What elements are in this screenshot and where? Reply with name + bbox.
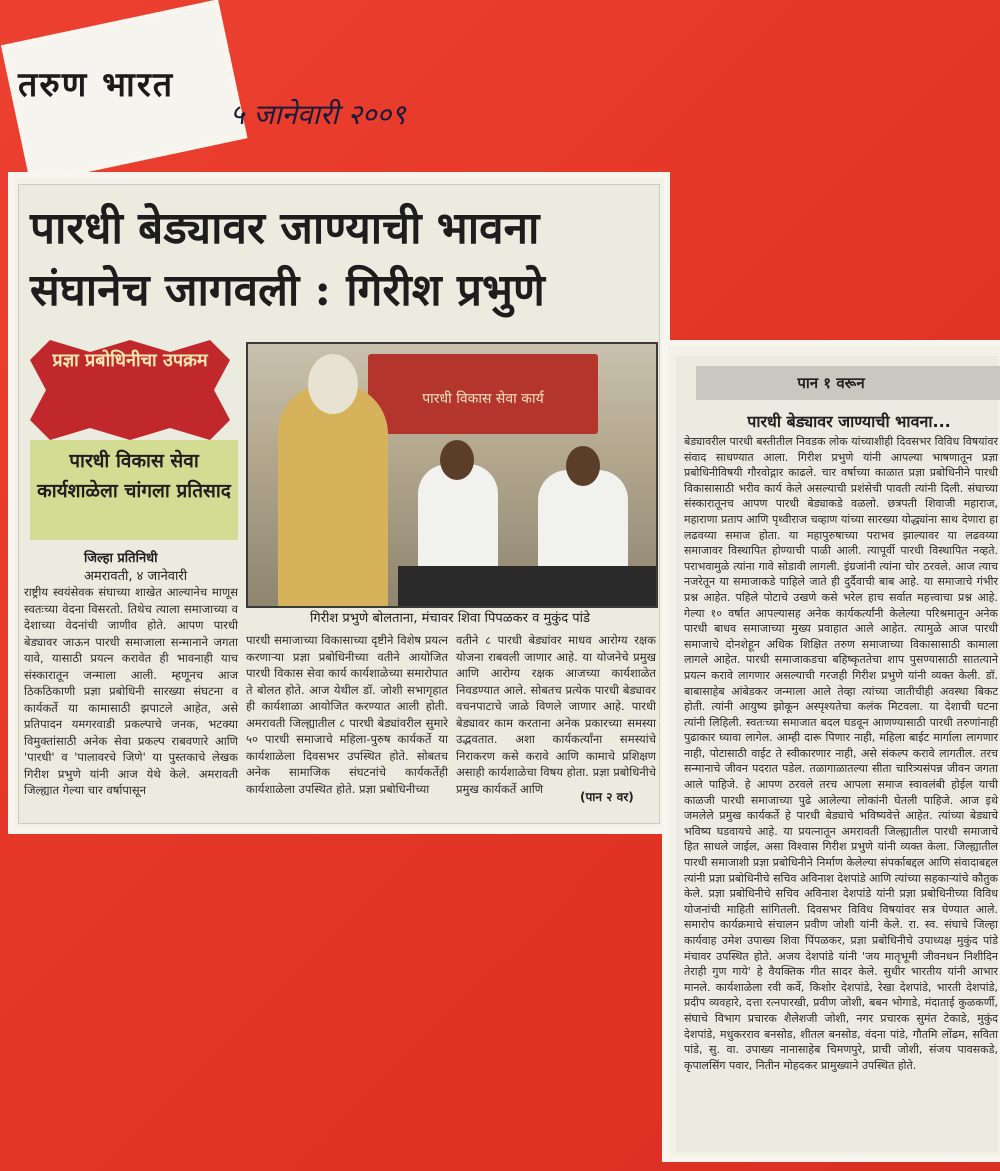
badge-text: प्रज्ञा प्रबोधिनीचा उपक्रम [52,350,208,371]
speaker-figure [278,384,388,606]
article-column-2: पारधी समाजाच्या विकासाच्या दृष्टीने विशेष प्रयत्न करणाऱ्या प्रज्ञा प्रबोधिनीच्या वतीने आयोजित पारधी विकास सेवा कार्य कार्यशाळेच्या समारोपात ते बोलत होते. आज येथील डॉ. जोशी सभागृहात ही कार्यशाळा आयोजित करण्यात आली होती. अमरावती जिल्ह्यातील ८ पारधी बेड्यांवरील सुमारे ५० पारधी समाजाचे महिला-पुरुष कार्यकर्ते या कार्यशाळेला दिवसभर उपस्थित होते. सोबतच अनेक सामाजिक संघटनांचे कार्यकर्तेही कार्यशाळेला उपस्थित होते. प्रज्ञा प्रबोधिनीच्या [246,633,448,796]
article-column-1: राष्ट्रीय स्वयंसेवक संघाच्या शाखेत आल्यानेच माणूस स्वतःच्या वेदना विसरतो. तिथेच त्याला समाजाच्या व देशाच्या वेदनांची जाणीव होते. आपण पारधी बेड्यावर जाऊन पारधी समाजाला सन्मानाने जगता यावे, यासाठी प्रयत्न करावेत ही भावनाही याच संस्कारातून जन्माला आली. म्हणूनच आज ठिकठिकाणी प्रज्ञा प्रबोधिनी सारख्या संघटना व कार्यकर्ते या कामासाठी झपाटले आहेत, असे प्रतिपादन यमगरवाडी प्रकल्पाचे जनक, भटक्या विमुक्तांसाठी अनेक सेवा प्रकल्प राबवणारे आणि 'पारधी' व 'पालावरचे जिणे' या पुस्तकाचे लेखक गिरीश प्रभुणे यांनी आज येथे केले. अमरावती जिल्ह्यात गेल्या चार वर्षापासून [24,585,238,797]
byline-dateline: अमरावती, ४ जानेवारी [84,569,188,584]
continuation-headline: पारधी बेड्यावर जाण्याची भावना... [747,412,951,431]
seated-person-1-head [440,440,474,480]
photo-banner-text: पारधी विकास सेवा कार्य [422,391,544,407]
dais-table [398,566,656,606]
continued-label: (पान २ वर) [580,790,634,804]
article-subhead: पारधी विकास सेवा कार्यशाळेला चांगला प्रतिसाद [37,450,231,502]
byline-reporter: जिल्हा प्रतिनिधी [84,551,158,566]
masthead-text: तरुण भारत [18,65,175,105]
photo-caption: गिरीश प्रभुणे बोलताना, मंचावर शिवा पिपळकर व मुकुंद पांडे [310,611,590,626]
newspaper-masthead [18,60,174,106]
seated-person-2-head [566,446,600,486]
article-headline [30,198,650,322]
article-photo [246,342,658,608]
continuation-header-label: पान १ वरून [797,374,865,392]
headline-line-2: संघानेच जागवली : गिरीश प्रभुणे [30,265,545,316]
continuation-text: बेड्यावरील पारधी बस्तीतील निवडक लोक यांच्याशीही दिवसभर विविध विषयांवर संवाद साधण्यात आला. गिरीश प्रभुणे यांनी आपल्या भाषणातून प्रज्ञा प्रबोधिनीविषयी गौरवोद्गार काढले. चार वर्षाच्या काळात प्रज्ञा प्रबोधिनीने पारधी विकासासाठी भरीव कार्य केले असल्याची प्रशंसेची पावती त्यांनी दिली. संघाच्या संस्कारातूनच आपण पारधी बेड्याकडे वळलो. छत्रपती शिवाजी महाराज, महाराणा प्रताप आणि पृथ्वीराज चव्हाण यांच्या सारख्या योद्ध्यांना साथ देणारा हा लढवय्या समाज होता. या महापुरुषाच्या पराभव झाल्यावर या लढवय्या समाजावर विस्थापित होण्याची पाळी आली. त्यापूर्वी पारधी विस्थापित नव्हते. पराभवामुळे त्यांना गावे सोडावी लागली. इंग्रजांनी त्यांना चोर ठरवले. आज त्याच नजरेतून या समाजाकडे पाहिले जाते ही दुर्दैवाची बाब आहे. या समाजाचे गंभीर प्रश्न आहेत. पहिले पोटाचे उखणे कसे भरेल हाच सर्वात महत्त्वाचा प्रश्न आहे. गेल्या १० वर्षात आपल्यासह अनेक कार्यकर्त्यांनी केलेल्या परिश्रमातून अनेक पारधी बाधव समाजाच्या मुख्य प्रवाहात आले आहेत. त्यामुळे आज पारधी समाजाचे दोनशेहून अधिक शिक्षित तरुण समाजाच्या विकासासाठी कामाला लागले आहेत. पारधी समाजाकडचा बहिष्कृततेचा शाप पुसण्यासाठी सातत्याने प्रयत्न करावे लागणार असल्याची गरजही गिरीश प्रभुणे यांनी व्यक्त केली. डॉ. बाबासाहेब आंबेडकर जन्माला आले तेव्हा त्यांच्या जातीचीही अवस्था बिकट होती. त्यांनी आयुष्य झोकून अस्पृश्यतेचा कलंक मिटवला. या देशाची घटना त्यांनी लिहिली. स्वतःच्या समाजात बदल घडवून आणण्यासाठी पारधी तरुणांनाही पुढाकार घ्यावा लागेल. आम्ही दारू पिणार नाही, महिला बाईट मार्गाला लागणार नाही, पोटासाठी वाईट ते स्वीकारणार नाही, असे संकल्प करावे लागतील. तरच सन्मानाचे जीवन पदरात पडेल. तळागाळातल्या सीता चारित्र्यसंपन्न जीवन जगता आले पाहिजे. हे आपण ठरवले तरच आपला समाज स्वावलंबी होईल याची काळजी पारधी समाजाच्या पुढे आलेल्या लोकांनी घेतली पाहिजे. आज इथे जमलेले प्रमुख कार्यकर्ते हे पारधी बेड्याचे भविष्यवेत्ते आहेत. त्यांच्या बेड्याचे भविष्य घडवायचे आहे. या प्रयत्नातून अमरावती जिल्ह्यातील पारधी समाजाचे हित साधले जाईल, असा विश्वास गिरीश प्रभुणे यांनी व्यक्त केला. जिल्ह्यातील पारधी समाजाशी प्रज्ञा प्रबोधिनीने निर्माण केलेल्या संपर्काबद्दल आणि संवादाबद्दल त्यांनी प्रज्ञा प्रबोधिनीचे सचिव अविनाश देशपांडे आणि त्यांच्या सहकाऱ्यांचे कौतुक केले. प्रज्ञा प्रबोधिनीचे सचिव अविनाश देशपांडे यांनी प्रज्ञा प्रबोधिनीच्या विविध योजनांची माहिती सांगितली. दिवसभर विविध विषयांवर सत्र घेण्यात आले. समारोप कार्यक्रमाचे संचालन प्रवीण जोशी यांनी केले. रा. स्व. संघाचे जिल्हा कार्यवाह उमेश उपाख्य शिवा पिंपळकर, प्रज्ञा प्रबोधिनीचे उपाध्यक्ष मुकुंद पांडे मंचावर उपस्थित होते. अजय देशपांडे यांनी 'जय मातृभूमी जीवनधन निशीदिन तेराही गुण गाये' हे वैयक्तिक गीत सादर केले. सुधीर भारतीय यांनी आभार मानले. कार्यशाळेला रवी कर्वे, किशोर देशपांडे, रेखा देशपांडे, भारती देशपांडे, प्रदीप व्यवहारे, दत्ता रत्नपारखी, प्रवीण जोशी, बबन भोगाडे, मंदाताई कुळकर्णी, संघाचे विभाग प्रचारक शैलेशजी जोशी, नगर प्रचारक सुमंत टेकाडे, मुकुंद देशपांडे, मधुकरराव बनसोड, शीतल बनसोड, वंदना पांडे, गौतमि लोंढम, सविता पांडे, सु. वा. उपाख्य नानासाहेब चिमणपुरे, प्राची जोशी, संजय पावसकडे, कृपालसिंग पवार, नितीन मोहदकर प्रामुख्याने उपस्थित होते. [684,435,998,1072]
article-column-3: वतीने ८ पारधी बेड्यांवर माधव आरोग्य रक्षक योजना राबवली जाणार आहे. या योजनेचे प्रमुख आणि आरोग्य रक्षक आजच्या कार्यशाळेत निवडण्यात आले. सोबतच प्रत्येक पारधी बेड्यावर वचनपाटाचे जाळे विणले जाणार आहे. पारधी बेड्यावर काम करताना अनेक प्रकारच्या समस्या उद्भवतात. अशा कार्यकर्त्यांना समस्यांचे निराकरण कसे करावे आणि कामाचे प्रशिक्षण असाही कार्यशाळेचा विषय होता. प्रज्ञा प्रबोधिनीचे प्रमुख कार्यकर्ते आणि [456,633,656,796]
seated-person-1 [418,464,498,574]
headline-line-1: पारधी बेड्यावर जाण्याची भावना [30,203,540,254]
handwritten-date: ५ जानेवारी २००९ [230,98,406,131]
speaker-head [308,354,358,414]
